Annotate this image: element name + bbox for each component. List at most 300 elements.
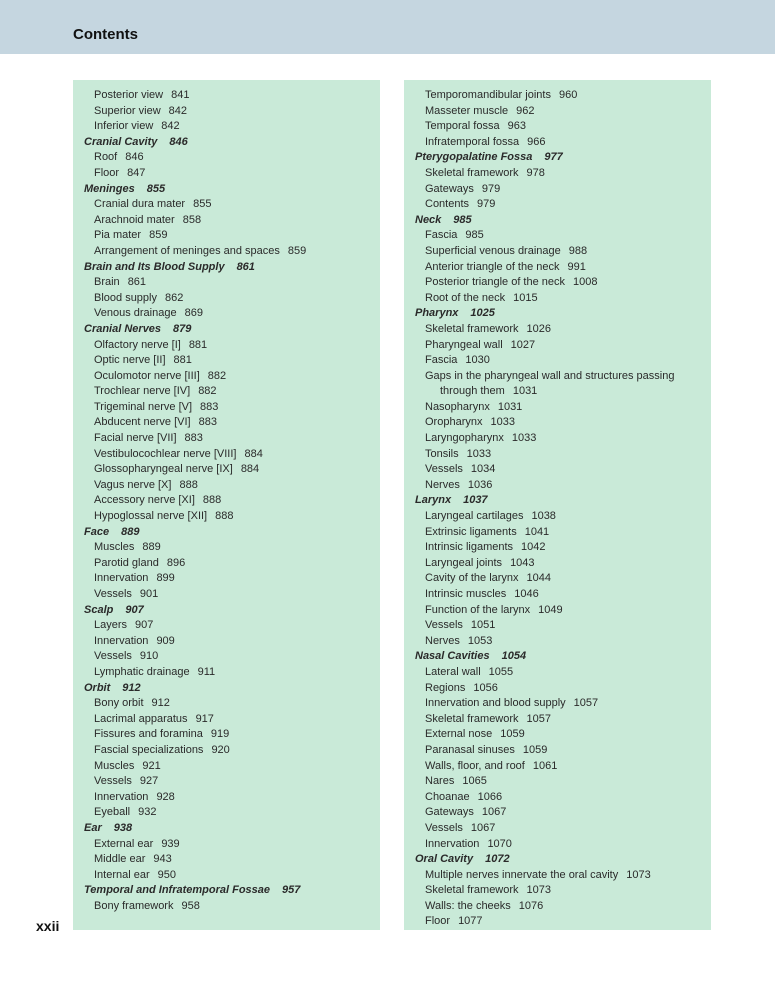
toc-entry-page: 912 xyxy=(151,697,170,710)
toc-entry-title: Laryngeal cartilages xyxy=(425,510,524,523)
toc-entry-title: Innervation xyxy=(94,790,149,803)
toc-section-entry xyxy=(415,649,711,665)
toc-entry-title: Contents xyxy=(425,198,470,211)
toc-entry-page: 1056 xyxy=(473,681,498,694)
toc-entry-title: Root of the neck xyxy=(425,291,506,304)
toc-section-entry xyxy=(84,681,380,697)
toc-entry-title: Nerves xyxy=(425,634,460,647)
toc-section-entry xyxy=(84,603,380,619)
toc-entry-page: 846 xyxy=(125,151,144,164)
toc-entry-page: 1076 xyxy=(518,899,544,912)
toc-entry-page: 881 xyxy=(173,354,192,367)
toc-entry-title: Arachnoid mater xyxy=(94,213,175,226)
toc-subentry xyxy=(84,712,380,728)
toc-subentry xyxy=(415,821,711,837)
toc-entry-page: 859 xyxy=(287,244,307,257)
toc-subentry xyxy=(84,571,380,587)
toc-entry-title: Paranasal sinuses xyxy=(425,743,515,756)
toc-entry-title: Posterior triangle of the neck xyxy=(425,276,566,289)
toc-entry-title: Muscles xyxy=(94,759,135,772)
toc-entry-page: 912 xyxy=(122,681,141,694)
toc-entry-page: 883 xyxy=(198,416,217,429)
toc-subentry xyxy=(415,353,711,369)
toc-subentry xyxy=(415,556,711,572)
toc-subentry xyxy=(415,914,711,930)
toc-entry-page: 1066 xyxy=(477,790,503,803)
toc-entry-title: Hypoglossal nerve [XII] xyxy=(94,510,208,523)
toc-entry-title: Floor xyxy=(425,915,451,928)
toc-entry-title: Bony framework xyxy=(94,899,174,912)
toc-entry-title: Gaps in the pharyngeal wall and structures passing xyxy=(425,369,675,382)
toc-entry-title: Vestibulocochlear nerve [VIII] xyxy=(94,447,237,460)
toc-entry-page: 855 xyxy=(146,182,166,195)
toc-entry-title: Cavity of the larynx xyxy=(425,572,519,585)
toc-entry-title: Internal ear xyxy=(94,868,150,881)
toc-entry-title: Brain and Its Blood Supply xyxy=(84,260,225,273)
toc-entry-title: through them xyxy=(440,385,505,398)
toc-left-column xyxy=(73,80,380,930)
toc-section-entry xyxy=(415,852,711,868)
toc-entry-title: Anterior triangle of the neck xyxy=(425,260,560,273)
toc-entry-title: Vessels xyxy=(94,650,132,663)
toc-entry-page: 1061 xyxy=(532,759,558,772)
toc-entry-title: Bony orbit xyxy=(94,697,144,710)
toc-subentry xyxy=(415,119,711,135)
toc-entry-title: Lateral wall xyxy=(425,665,481,678)
toc-entry-title: Floor xyxy=(94,166,120,179)
toc-entry-page: 1037 xyxy=(463,494,488,507)
toc-entry-page: 1072 xyxy=(485,853,510,866)
toc-entry-title: Gateways xyxy=(425,182,474,195)
toc-subentry xyxy=(415,540,711,556)
toc-entry-title: Lymphatic drainage xyxy=(94,665,190,678)
toc-entry-title: Skeletal framework xyxy=(425,712,519,725)
toc-entry-title: Superficial venous drainage xyxy=(425,244,561,257)
toc-subentry xyxy=(84,587,380,603)
toc-subentry xyxy=(84,478,380,494)
toc-subentry xyxy=(84,104,380,120)
toc-entry-page: 862 xyxy=(165,291,184,304)
toc-entry-title: Abducent nerve [VI] xyxy=(94,416,191,429)
toc-subentry xyxy=(84,493,380,509)
toc-entry-title: Neck xyxy=(415,213,442,226)
toc-entry-title: Trochlear nerve [IV] xyxy=(94,385,191,398)
toc-subentry xyxy=(84,447,380,463)
toc-entry-page: 847 xyxy=(127,166,146,179)
toc-entry-page: 988 xyxy=(568,244,588,257)
toc-subentry xyxy=(84,88,380,104)
toc-entry-title: Larynx xyxy=(415,494,452,507)
toc-entry-title: Fascia xyxy=(425,229,458,242)
toc-entry-page: 884 xyxy=(244,447,263,460)
toc-entry-title: Temporomandibular joints xyxy=(425,89,551,101)
toc-subentry xyxy=(415,260,711,276)
toc-entry-title: Posterior view xyxy=(94,89,164,101)
toc-entry-page: 979 xyxy=(477,198,496,211)
toc-subentry xyxy=(84,743,380,759)
toc-subentry xyxy=(415,400,711,416)
page-number: xxii xyxy=(36,918,60,934)
toc-entry-page: 1057 xyxy=(573,697,599,710)
toc-entry-title: Ear xyxy=(84,821,102,834)
toc-entry-title: Fissures and foramina xyxy=(94,728,203,741)
toc-entry-title: Skeletal framework xyxy=(425,884,519,897)
toc-entry-title: Oropharynx xyxy=(425,416,483,429)
toc-entry-page: 911 xyxy=(197,665,216,678)
toc-section-entry xyxy=(415,150,711,166)
toc-entry-title: Innervation xyxy=(425,837,480,850)
toc-subentry xyxy=(415,587,711,603)
toc-entry-title: Scalp xyxy=(84,603,114,616)
toc-entry-page: 1033 xyxy=(490,416,515,429)
toc-entry-title: Parotid gland xyxy=(94,556,159,569)
toc-subentry xyxy=(84,431,380,447)
toc-entry-title: Nasal Cavities xyxy=(415,650,490,663)
toc-entry-title: Innervation xyxy=(94,634,149,647)
toc-entry-page: 1059 xyxy=(500,728,525,741)
toc-entry-title: Facial nerve [VII] xyxy=(94,432,177,445)
toc-entry-page: 1053 xyxy=(467,634,493,647)
toc-subentry xyxy=(415,743,711,759)
toc-entry-page: 977 xyxy=(544,151,563,164)
toc-section-entry xyxy=(84,883,380,899)
toc-entry-page: 1031 xyxy=(512,385,538,398)
toc-entry-page: 883 xyxy=(200,400,219,413)
toc-entry-title: Inferior view xyxy=(94,120,154,133)
toc-entry-title: Infratemporal fossa xyxy=(425,135,520,148)
toc-entry-page: 888 xyxy=(215,510,234,523)
toc-entry-page: 1008 xyxy=(573,276,598,289)
toc-entry-page: 938 xyxy=(113,821,133,834)
toc-subentry xyxy=(84,150,380,166)
toc-subentry xyxy=(84,805,380,821)
toc-entry-page: 920 xyxy=(211,743,230,756)
toc-entry-title: Olfactory nerve [I] xyxy=(94,338,181,351)
toc-subentry xyxy=(84,119,380,135)
toc-entry-page: 1033 xyxy=(511,432,537,445)
toc-subentry xyxy=(415,759,711,775)
toc-subentry xyxy=(415,244,711,260)
toc-subentry xyxy=(84,384,380,400)
toc-entry-title: Innervation and blood supply xyxy=(425,697,566,710)
toc-subentry xyxy=(84,353,380,369)
toc-subentry xyxy=(84,400,380,416)
toc-entry-title: Temporal and Infratemporal Fossae xyxy=(84,884,271,897)
toc-entry-page: 979 xyxy=(481,182,501,195)
toc-entry-page: 1049 xyxy=(538,603,563,616)
toc-subentry xyxy=(415,462,711,478)
toc-subentry xyxy=(84,415,380,431)
toc-entry-title: Fascia xyxy=(425,354,458,367)
toc-entry-page: 1046 xyxy=(514,588,539,600)
toc-subentry xyxy=(84,462,380,478)
toc-subentry xyxy=(415,665,711,681)
toc-subentry xyxy=(415,805,711,821)
toc-subentry xyxy=(84,665,380,681)
toc-subentry xyxy=(415,883,711,899)
toc-entry-title: Gateways xyxy=(425,806,474,819)
page-header xyxy=(0,0,775,54)
toc-entry-page: 1015 xyxy=(513,291,538,304)
toc-entry-page: 1055 xyxy=(488,665,514,678)
toc-entry-title: Skeletal framework xyxy=(425,166,519,179)
toc-entry-page: 846 xyxy=(169,135,188,148)
toc-entry-page: 932 xyxy=(138,806,157,819)
toc-subentry xyxy=(84,213,380,229)
toc-entry-title: Skeletal framework xyxy=(425,322,519,335)
toc-subentry xyxy=(415,478,711,494)
toc-entry-title: Glossopharyngeal nerve [IX] xyxy=(94,463,233,476)
toc-entry-page: 950 xyxy=(157,868,177,881)
toc-section-entry xyxy=(84,821,380,837)
toc-entry-title: External ear xyxy=(94,837,154,850)
toc-entry-title: Blood supply xyxy=(94,291,157,304)
toc-entry-page: 896 xyxy=(166,556,186,569)
toc-entry-page: 1027 xyxy=(510,338,536,351)
toc-entry-page: 960 xyxy=(558,89,578,101)
toc-subentry xyxy=(415,447,711,463)
toc-subentry xyxy=(415,837,711,853)
toc-entry-title: Pharynx xyxy=(415,307,459,320)
toc-entry-page: 883 xyxy=(184,432,203,445)
toc-entry-page: 889 xyxy=(121,525,140,538)
toc-entry-title: Laryngeal joints xyxy=(425,556,503,569)
toc-entry-title: Regions xyxy=(425,681,466,694)
toc-subentry xyxy=(84,649,380,665)
toc-entry-page: 939 xyxy=(161,837,180,850)
toc-subentry xyxy=(84,727,380,743)
toc-subentry xyxy=(415,431,711,447)
toc-entry-page: 889 xyxy=(142,541,161,554)
toc-subentry xyxy=(84,540,380,556)
toc-entry-page: 962 xyxy=(516,104,535,117)
toc-entry-page: 1077 xyxy=(458,915,483,928)
toc-entry-title: Extrinsic ligaments xyxy=(425,525,517,538)
toc-entry-title: Laryngopharynx xyxy=(425,432,504,445)
toc-subentry xyxy=(415,322,711,338)
header-title: Contents xyxy=(73,26,138,43)
toc-subentry xyxy=(415,135,711,151)
toc-entry-title: Superior view xyxy=(94,104,161,117)
toc-entry-title: Vessels xyxy=(425,619,463,632)
toc-entry-page: 842 xyxy=(161,120,180,133)
toc-entry-title: Vessels xyxy=(94,775,132,788)
toc-subentry xyxy=(415,603,711,619)
toc-entry-title: Nasopharynx xyxy=(425,400,490,413)
toc-entry-title: Intrinsic muscles xyxy=(425,588,507,600)
toc-entry-page: 1073 xyxy=(626,868,651,881)
toc-entry-page: 909 xyxy=(156,634,175,647)
toc-entry-title: Choanae xyxy=(425,790,470,803)
toc-entry-title: Innervation xyxy=(94,572,149,585)
toc-entry-title: Cranial Cavity xyxy=(84,135,158,148)
toc-subentry xyxy=(415,774,711,790)
toc-entry-page: 921 xyxy=(142,759,161,772)
toc-entry-page: 1041 xyxy=(524,525,550,538)
toc-entry-title: Layers xyxy=(94,619,128,632)
toc-subentry xyxy=(84,899,380,915)
toc-subentry xyxy=(415,790,711,806)
toc-section-entry xyxy=(84,135,380,151)
toc-entry-title: Vessels xyxy=(425,463,463,476)
toc-entry-page: 1036 xyxy=(467,478,493,491)
toc-subentry xyxy=(84,774,380,790)
toc-entry-page: 1057 xyxy=(526,712,552,725)
toc-entry-page: 958 xyxy=(181,899,200,912)
toc-subentry xyxy=(415,384,711,400)
toc-subentry xyxy=(415,899,711,915)
toc-entry-page: 943 xyxy=(153,853,172,866)
toc-subentry xyxy=(84,509,380,525)
toc-entry-page: 882 xyxy=(207,369,227,382)
toc-subentry xyxy=(84,759,380,775)
toc-entry-page: 884 xyxy=(240,463,260,476)
toc-subentry xyxy=(415,369,711,385)
toc-subentry xyxy=(415,868,711,884)
toc-entry-page: 1026 xyxy=(526,322,552,335)
toc-subentry xyxy=(415,291,711,307)
toc-entry-title: Venous drainage xyxy=(94,307,177,320)
toc-entry-title: Multiple nerves innervate the oral cavity xyxy=(425,868,619,881)
toc-subentry xyxy=(84,868,380,884)
toc-entry-title: Masseter muscle xyxy=(425,104,509,117)
toc-entry-title: Roof xyxy=(94,151,118,164)
toc-entry-page: 928 xyxy=(156,790,175,803)
toc-subentry xyxy=(84,837,380,853)
toc-subentry xyxy=(84,244,380,260)
toc-entry-page: 881 xyxy=(188,338,208,351)
toc-subentry xyxy=(84,790,380,806)
toc-entry-page: 861 xyxy=(127,276,147,289)
toc-entry-page: 957 xyxy=(282,884,301,897)
toc-section-entry xyxy=(84,182,380,198)
toc-entry-page: 842 xyxy=(168,104,187,117)
toc-subentry xyxy=(84,556,380,572)
toc-entry-page: 1034 xyxy=(470,463,496,476)
toc-entry-page: 927 xyxy=(139,775,159,788)
toc-entry-title: Cranial Nerves xyxy=(84,322,162,335)
toc-entry-title: Pia mater xyxy=(94,229,142,242)
toc-entry-title: Fascial specializations xyxy=(94,743,204,756)
toc-entry-page: 888 xyxy=(179,478,198,491)
toc-entry-page: 882 xyxy=(198,385,217,398)
toc-entry-page: 861 xyxy=(236,260,255,273)
toc-entry-page: 1054 xyxy=(501,650,527,663)
toc-entry-title: External nose xyxy=(425,728,493,741)
toc-entry-page: 1031 xyxy=(497,400,523,413)
toc-subentry xyxy=(84,618,380,634)
toc-subentry xyxy=(84,369,380,385)
toc-subentry xyxy=(84,634,380,650)
toc-entry-title: Function of the larynx xyxy=(425,603,531,616)
toc-entry-page: 919 xyxy=(210,728,230,741)
toc-entry-page: 1067 xyxy=(470,821,496,834)
toc-subentry xyxy=(84,338,380,354)
toc-subentry xyxy=(415,727,711,743)
toc-entry-title: Vessels xyxy=(425,821,463,834)
toc-subentry xyxy=(415,197,711,213)
toc-entry-page: 858 xyxy=(182,213,202,226)
toc-entry-page: 869 xyxy=(184,307,203,320)
toc-subentry xyxy=(415,634,711,650)
toc-subentry xyxy=(415,275,711,291)
toc-entry-page: 1025 xyxy=(470,307,495,320)
toc-subentry xyxy=(84,291,380,307)
toc-entry-title: Face xyxy=(84,525,110,538)
toc-entry-title: Oral Cavity xyxy=(415,853,474,866)
toc-section-entry xyxy=(415,306,711,322)
toc-entry-page: 910 xyxy=(139,650,159,663)
toc-subentry xyxy=(84,166,380,182)
toc-subentry xyxy=(415,571,711,587)
toc-subentry xyxy=(84,696,380,712)
toc-entry-page: 985 xyxy=(465,229,484,242)
toc-section-entry xyxy=(84,322,380,338)
toc-entry-page: 1067 xyxy=(481,806,507,819)
toc-entry-page: 907 xyxy=(125,603,144,616)
toc-entry-page: 1051 xyxy=(470,619,496,632)
toc-entry-title: Optic nerve [II] xyxy=(94,354,166,367)
toc-right-column xyxy=(404,80,711,930)
toc-entry-page: 1065 xyxy=(462,775,487,788)
toc-subentry xyxy=(415,88,711,104)
toc-entry-page: 991 xyxy=(567,260,586,273)
toc-entry-title: Vagus nerve [X] xyxy=(94,478,172,491)
toc-subentry xyxy=(84,275,380,291)
toc-entry-title: Intrinsic ligaments xyxy=(425,541,514,554)
toc-entry-page: 1030 xyxy=(465,354,490,367)
toc-entry-title: Walls, floor, and roof xyxy=(425,759,525,772)
toc-entry-page: 901 xyxy=(139,588,159,600)
toc-entry-page: 985 xyxy=(453,213,472,226)
toc-entry-title: Nares xyxy=(425,775,455,788)
toc-entry-title: Tonsils xyxy=(425,447,459,460)
toc-subentry xyxy=(415,182,711,198)
toc-entry-title: Trigeminal nerve [V] xyxy=(94,400,193,413)
toc-entry-title: Accessory nerve [XI] xyxy=(94,494,195,507)
toc-entry-title: Eyeball xyxy=(94,806,131,819)
toc-entry-title: Arrangement of meninges and spaces xyxy=(94,244,280,257)
toc-subentry xyxy=(415,415,711,431)
toc-subentry xyxy=(415,166,711,182)
toc-subentry xyxy=(84,306,380,322)
toc-entry-page: 907 xyxy=(135,619,154,632)
toc-section-entry xyxy=(415,493,711,509)
toc-entry-page: 966 xyxy=(527,135,546,148)
toc-subentry xyxy=(84,228,380,244)
toc-entry-page: 859 xyxy=(149,229,168,242)
toc-entry-title: Pterygopalatine Fossa xyxy=(415,151,533,164)
toc-entry-page: 841 xyxy=(171,89,190,101)
toc-entry-page: 879 xyxy=(173,322,192,335)
toc-entry-page: 1033 xyxy=(466,447,492,460)
toc-entry-page: 917 xyxy=(195,712,214,725)
toc-entry-title: Meninges xyxy=(84,182,135,195)
toc-entry-page: 1044 xyxy=(526,572,552,585)
toc-subentry xyxy=(415,696,711,712)
toc-section-entry xyxy=(84,260,380,276)
toc-entry-title: Walls: the cheeks xyxy=(425,899,511,912)
toc-entry-page: 1038 xyxy=(531,510,556,523)
toc-subentry xyxy=(415,681,711,697)
toc-entry-title: Oculomotor nerve [III] xyxy=(94,369,200,382)
toc-entry-page: 855 xyxy=(193,198,212,211)
toc-subentry xyxy=(415,228,711,244)
toc-entry-page: 899 xyxy=(156,572,175,585)
toc-subentry xyxy=(415,104,711,120)
toc-entry-page: 1059 xyxy=(522,743,548,756)
toc-entry-title: Brain xyxy=(94,276,120,289)
